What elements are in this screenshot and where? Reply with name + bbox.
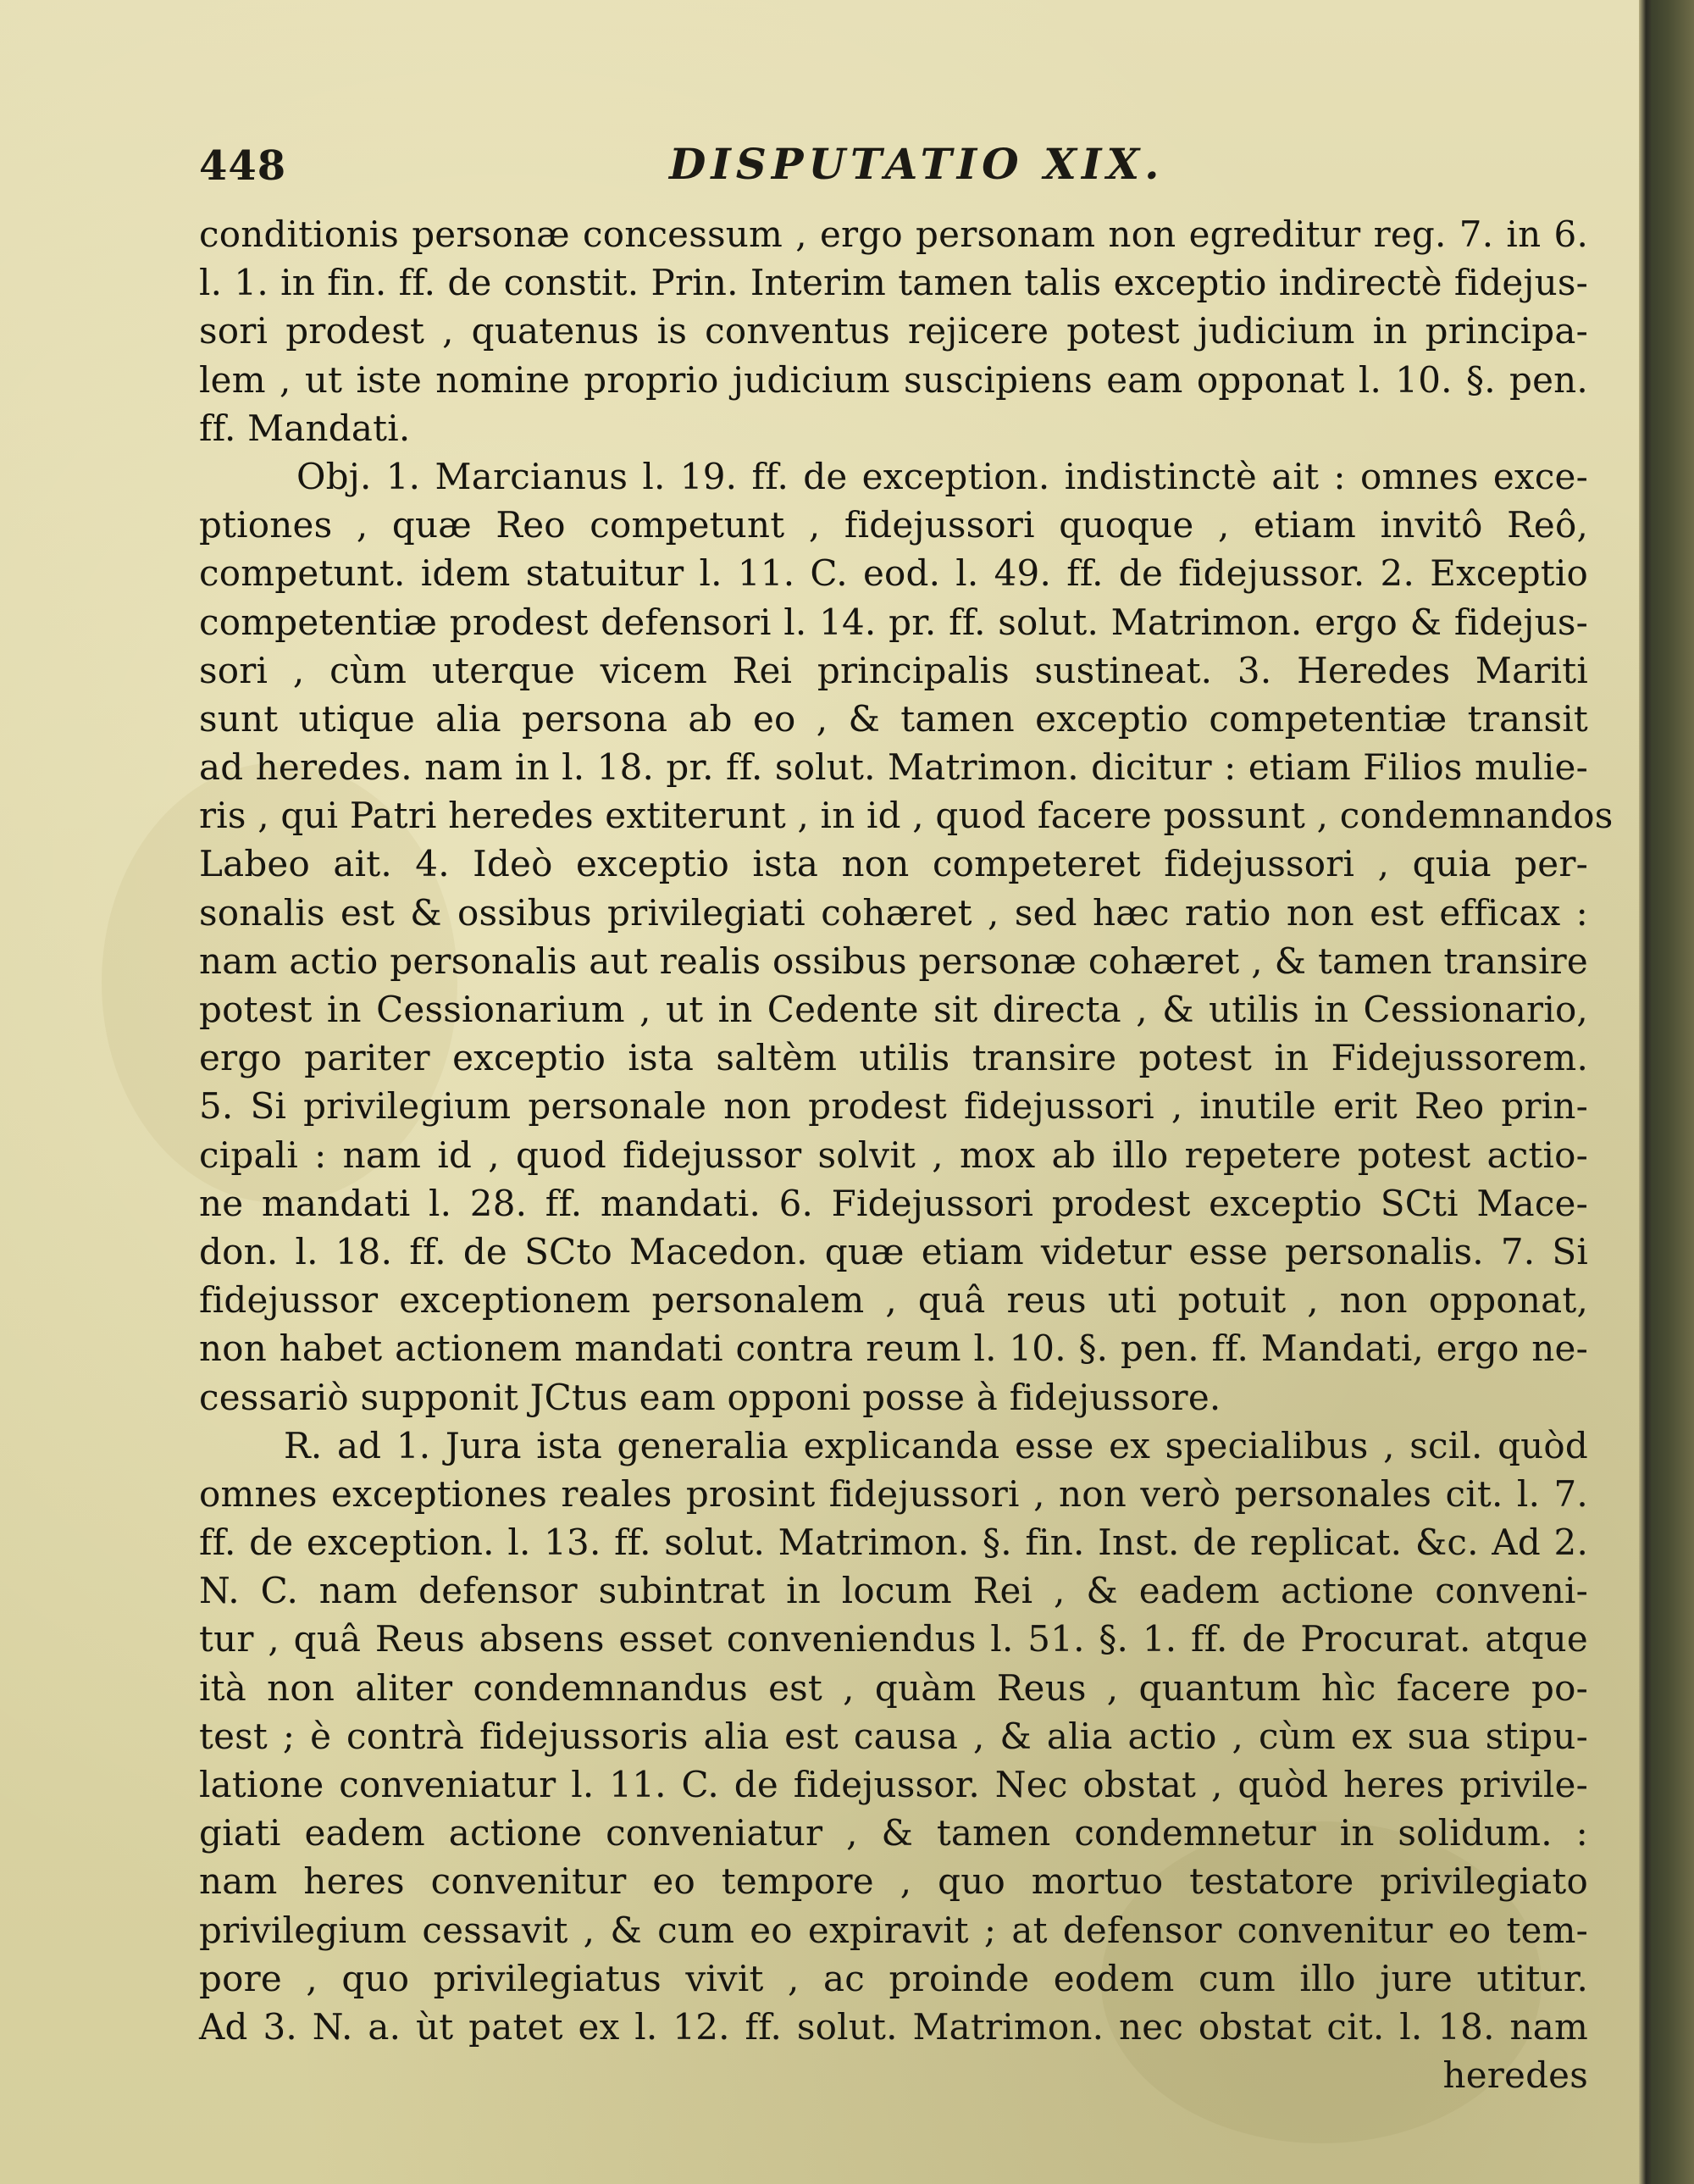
text-line: lem , ut iste nomine proprio judicium suscipiens eam opponat l. 10. §. pen. — [199, 358, 1588, 401]
text-line: sori , cùm uterque vicem Rei principalis sustineat. 3. Heredes Mariti — [199, 649, 1588, 691]
text-line: omnes exceptiones reales prosint fidejussori , non verò personales cit. l. 7. — [199, 1472, 1588, 1515]
catchword: heredes — [1442, 2054, 1588, 2097]
text-line: potest in Cessionarium , ut in Cedente sit directa , & utilis in Cessionario, — [199, 989, 1588, 1030]
text-line: ptiones , quæ Reo competunt , fidejussori quoque , etiam invitô Reô, — [199, 504, 1588, 546]
text-line: ff. Mandati. — [199, 407, 411, 449]
text-line: ad heredes. nam in l. 18. pr. ff. solut. Matrimon. dicitur : etiam Filios mulie- — [199, 746, 1588, 789]
text-line: l. 1. in fin. ff. de constit. Prin. Interim tamen talis exceptio indirectè fidejus- — [199, 262, 1588, 304]
text-line: ergo pariter exceptio ista saltèm utilis transire potest in Fidejussorem. — [199, 1037, 1588, 1079]
text-line: cessariò supponit JCtus eam opponi posse à fidejussore. — [199, 1376, 1221, 1418]
text-line: ità non aliter condemnandus est , quàm Reus , quantum hìc facere po- — [199, 1666, 1588, 1709]
text-line: sonalis est & ossibus privilegiati cohæret , sed hæc ratio non est efficax : — [199, 891, 1588, 934]
text-line: competunt. idem statuitur l. 11. C. eod. l. 49. ff. de fidejussor. 2. Exceptio — [199, 552, 1588, 595]
page-gutter-shadow — [1639, 0, 1651, 2184]
text-line: ff. de exception. l. 13. ff. solut. Matrimon. §. fin. Inst. de replicat. &c. Ad 2. — [199, 1522, 1588, 1564]
text-line: cipali : nam id , quod fidejussor solvit , mox ab illo repetere potest actio- — [199, 1134, 1588, 1176]
text-line: non habet actionem mandati contra reum l. 10. §. pen. ff. Mandati, ergo ne- — [199, 1328, 1588, 1370]
facing-page-edge — [1651, 0, 1694, 2184]
text-line: tur , quâ Reus absens esset conveniendus l. 51. §. 1. ff. de Procurat. atque — [199, 1618, 1588, 1660]
page-number: 448 — [199, 142, 287, 190]
text-line: nam actio personalis aut realis ossibus personæ cohæret , & tamen transire — [199, 940, 1588, 982]
text-line: conditionis personæ concessum , ergo personam non egreditur reg. 7. in 6. — [199, 213, 1588, 255]
text-line: sunt utique alia persona ab eo , & tamen exceptio competentiæ transit — [199, 697, 1588, 740]
text-line: ne mandati l. 28. ff. mandati. 6. Fidejussori prodest exceptio SCti Mace- — [199, 1182, 1588, 1224]
text-line: R. ad 1. Jura ista generalia explicanda esse ex specialibus , scil. quòd — [284, 1424, 1588, 1466]
text-line: nam heres convenitur eo tempore , quo mortuo testatore privilegiato — [199, 1860, 1588, 1903]
text-line: latione conveniatur l. 11. C. de fidejussor. Nec obstat , quòd heres privile- — [199, 1764, 1588, 1805]
text-line: fidejussor exceptionem personalem , quâ reus uti potuit , non opponat, — [199, 1279, 1588, 1322]
text-line: Obj. 1. Marcianus l. 19. ff. de exception. indistinctè ait : omnes exce- — [296, 455, 1588, 497]
text-line: competentiæ prodest defensori l. 14. pr. ff. solut. Matrimon. ergo & fidejus- — [199, 601, 1588, 643]
page-header — [199, 127, 1622, 195]
text-line: Labeo ait. 4. Ideò exceptio ista non competeret fidejussori , quia per- — [199, 843, 1588, 885]
text-line: Ad 3. N. a. ùt patet ex l. 12. ff. solut. Matrimon. nec obstat cit. l. 18. nam — [199, 2005, 1588, 2048]
text-line: ris , qui Patri heredes extiterunt , in id , quod facere possunt , condemnandos — [199, 795, 1614, 837]
text-line: 5. Si privilegium personale non prodest fidejussori , inutile erit Reo prin- — [199, 1085, 1588, 1128]
text-line: giati eadem actione conveniatur , & tamen condemnetur in solidum. : — [199, 1812, 1588, 1854]
text-line: privilegium cessavit , & cum eo expiravit ; at defensor convenitur eo tem- — [199, 1909, 1588, 1951]
running-title: DISPUTATIO XIX. — [669, 139, 1165, 189]
text-line: pore , quo privilegiatus vivit , ac proinde eodem cum illo jure utitur. — [199, 1957, 1588, 1999]
text-line: test ; è contrà fidejussoris alia est causa , & alia actio , cùm ex sua stipu- — [199, 1715, 1588, 1757]
text-line: don. l. 18. ff. de SCto Macedon. quæ etiam videtur esse personalis. 7. Si — [199, 1230, 1588, 1272]
text-line: N. C. nam defensor subintrat in locum Rei , & eadem actione conveni- — [199, 1570, 1588, 1612]
text-line: sori prodest , quatenus is conventus rejicere potest judicium in principa- — [199, 310, 1588, 352]
body-text — [199, 210, 1614, 2099]
